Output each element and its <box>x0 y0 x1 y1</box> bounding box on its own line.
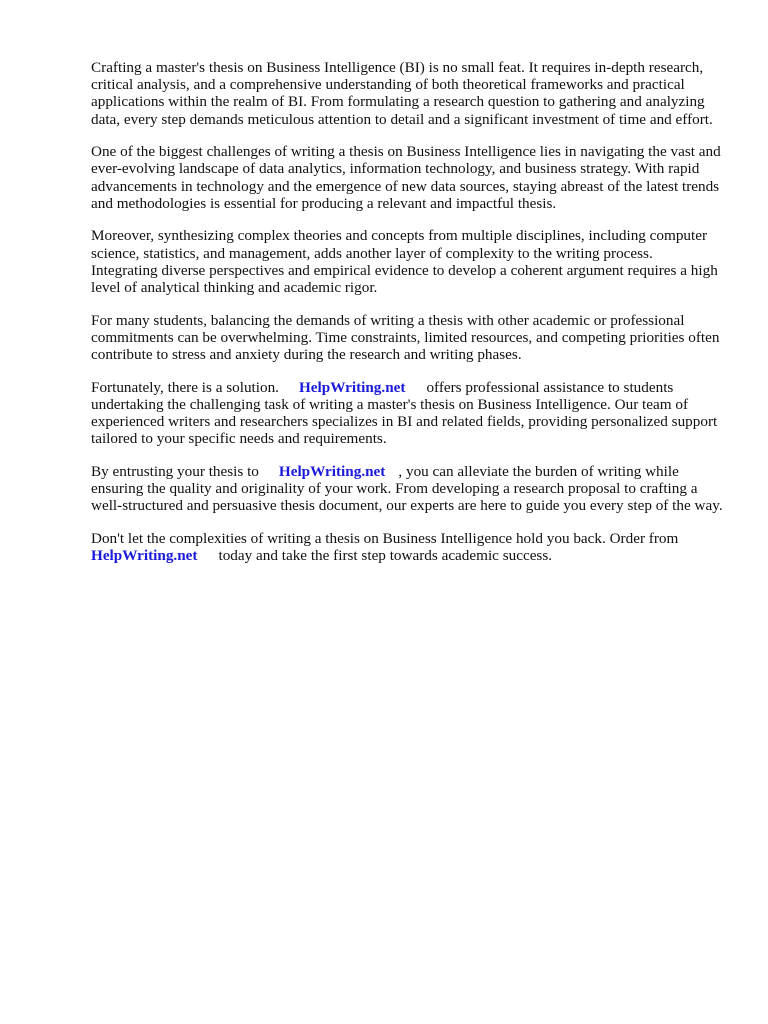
helpwriting-link-3[interactable]: HelpWriting.net <box>91 547 198 565</box>
paragraph-entrusting <box>91 463 723 515</box>
paragraph-call-to-action <box>91 530 723 564</box>
paragraph-cta-lead: Don't let the complexities of writing a thesis on Business Intelligence hold you back. Order from <box>91 529 679 547</box>
paragraph-solution-rest: offers professional assistance to students undertaking the challenging task of writing a master's thesis on Business Intelligence. Our team of experienced writers and researchers specializes in BI and related fields, providing personalized support tailored to your specific needs and requirements. <box>91 378 718 448</box>
paragraph-solution-lead: Fortunately, there is a solution. <box>91 378 279 396</box>
paragraph-cta-rest: today and take the first step towards academic success. <box>218 547 553 565</box>
paragraph-entrusting-lead: By entrusting your thesis to <box>91 462 259 480</box>
paragraph-entrusting-rest: , you can alleviate the burden of writing while ensuring the quality and originality of your work. From developing a research proposal to crafting a well-structured and persuasive thesis document, our experts are here to guide you every step of the way. <box>91 462 723 515</box>
paragraph-intro: Crafting a master's thesis on Business Intelligence (BI) is no small feat. It requires in-depth research, critical analysis, and a comprehensive understanding of both theoretical frameworks and practical applications within the realm of BI. From formulating a research question to gathering and analyzing data, every step demands meticulous attention to detail and a significant investment of time and effort. <box>91 59 713 128</box>
helpwriting-link-1[interactable]: HelpWriting.net <box>298 378 406 396</box>
paragraph-solution <box>91 379 723 448</box>
paragraph-challenges: One of the biggest challenges of writing a thesis on Business Intelligence lies in navigating the vast and ever-evolving landscape of data analytics, information technology, and business strategy. With rapid advancements in technology and the emergence of new data sources, staying abreast of the latest trends and methodologies is essential for producing a relevant and impactful thesis. <box>91 143 721 212</box>
paragraph-students: For many students, balancing the demands of writing a thesis with other academic or professional commitments can be overwhelming. Time constraints, limited resources, and competing priorities often contribute to stress and anxiety during the research and writing phases. <box>91 311 720 364</box>
document-body <box>91 59 723 580</box>
helpwriting-link-2[interactable]: HelpWriting.net <box>278 462 386 480</box>
paragraph-complexity: Moreover, synthesizing complex theories and concepts from multiple disciplines, including computer science, statistics, and management, adds another layer of complexity to the writing process. Integrating diverse perspectives and empirical evidence to develop a coherent argument requires a high level of analytical thinking and academic rigor. <box>91 227 718 297</box>
